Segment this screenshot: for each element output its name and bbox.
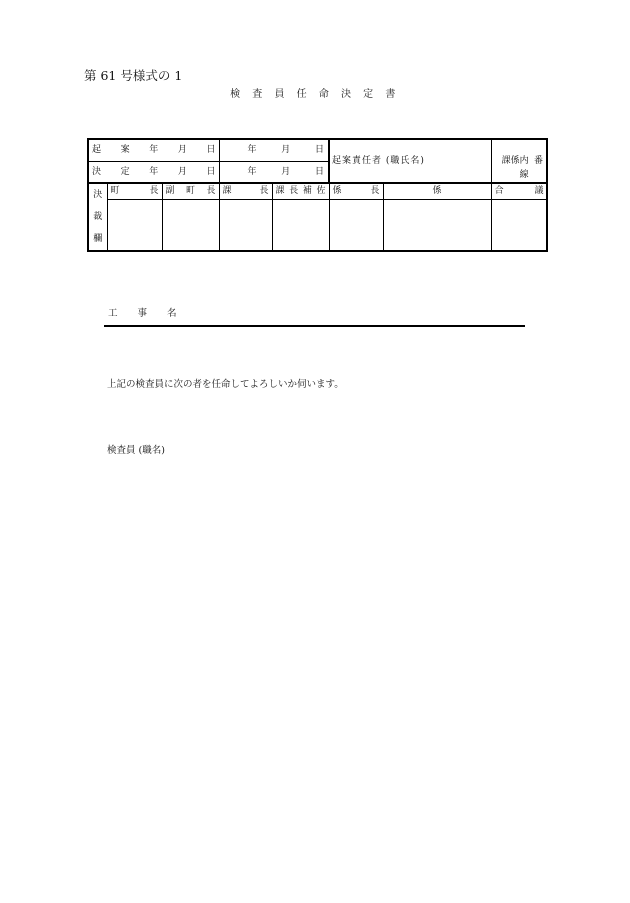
approval-stamp-subsection-chief[interactable] — [329, 199, 383, 251]
column-header-deputy-mayor: 副 町 長 — [162, 183, 219, 199]
kian-date-field[interactable]: 年 月 日 — [219, 139, 329, 161]
column-header-assistant-chief: 課 長 補 佐 — [272, 183, 329, 199]
approval-stamp-deputy-mayor[interactable] — [162, 199, 219, 251]
extension-field[interactable]: 課 係 内線 番 — [491, 139, 547, 183]
kettei-date-field[interactable]: 年 月 日 — [219, 161, 329, 183]
form-number: 第 61 号様式の 1 — [84, 68, 183, 83]
request-text: 上記の検査員に次の者を任命してよろしいか伺います。 — [107, 379, 344, 390]
project-name-underline[interactable] — [104, 325, 525, 327]
project-name-label: 工 事 名 — [108, 308, 177, 319]
column-header-mayor: 町 長 — [107, 183, 162, 199]
column-header-subsection-chief: 係 長 — [329, 183, 383, 199]
approval-stamp-assistant-chief[interactable] — [272, 199, 329, 251]
approval-stamp-mayor[interactable] — [107, 199, 162, 251]
approval-stamp-section-chief[interactable] — [219, 199, 272, 251]
approval-stamp-staff[interactable] — [383, 199, 491, 251]
responsible-person-label: 起案責任者 (職氏名) — [329, 139, 491, 183]
kessai-label: 決 裁 欄 — [88, 183, 107, 251]
kian-date-label: 起 案 年 月 日 — [88, 139, 219, 161]
column-header-consultation: 合 議 — [491, 183, 547, 199]
approval-stamp-consultation[interactable] — [491, 199, 547, 251]
column-header-section-chief: 課 長 — [219, 183, 272, 199]
approval-table — [87, 138, 548, 252]
column-header-staff: 係 — [383, 183, 491, 199]
kettei-date-label: 決 定 年 月 日 — [88, 161, 219, 183]
document-title: 検 査 員 任 命 決 定 書 — [230, 89, 400, 100]
inspector-label: 検査員 (職名) — [107, 445, 165, 456]
